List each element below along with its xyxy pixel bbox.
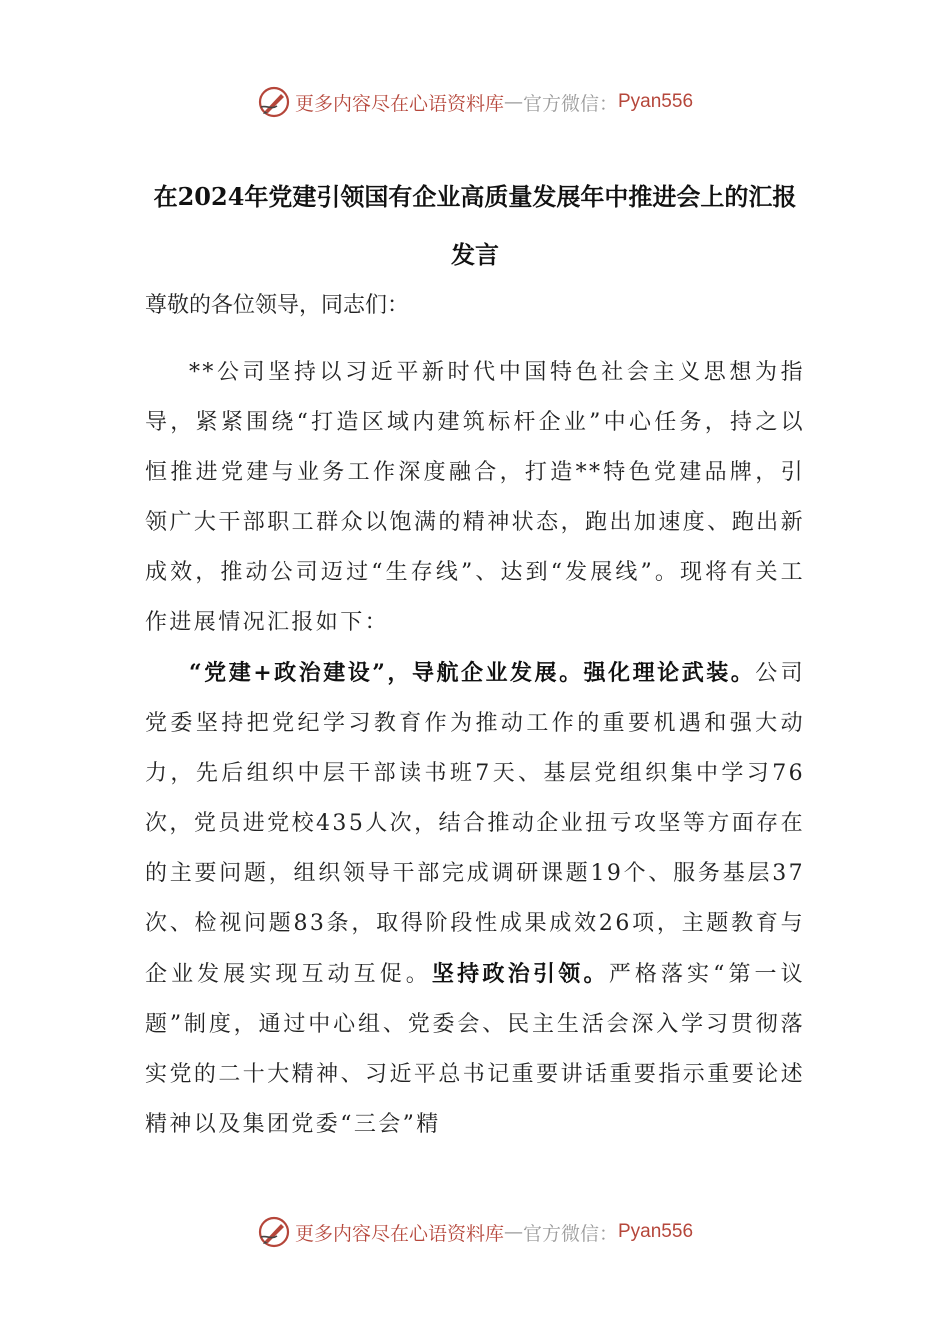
- salutation: 尊敬的各位领导，同志们：: [145, 293, 410, 318]
- pen-logo-icon: [257, 1215, 291, 1249]
- intro-paragraph: **公司坚持以习近平新时代中国特色社会主义思想为指导，紧紧围绕“打造区域内建筑标杆企业”中心任务，持之以恒推进党建与业务工作深度融合，打造**特色党建品牌，引领广大干部职工群众以饱满的精神状态，跑出加速度、跑出新成效，推动公司迈过“生存线”、达到“发展线”。现将有关工作进展情况汇报如下：: [145, 360, 805, 635]
- subsection-text: 公司党委坚持把党纪学习教育作为推动工作的重要机遇和强大动力，先后组织中层干部读书班7天、基层党组织集中学习76次，党员进党校435人次，结合推动企业扭亏攻坚等方面存在的主要问题，组织领导干部完成调研课题19个、服务基层37次、检视问题83条，取得阶段性成果成效26项，主题教育与企业发展实现互动互促。: [145, 661, 805, 987]
- section-heading: “党建+政治建设”，导航企业发展。: [189, 660, 584, 686]
- banner-separator: —: [503, 1221, 523, 1243]
- promo-text: 更多内容尽在心语资料库: [294, 92, 504, 115]
- wechat-handle: Pyan556: [618, 1221, 694, 1242]
- promo-text: 更多内容尽在心语资料库: [294, 1222, 504, 1245]
- footer-banner: [0, 1212, 950, 1252]
- header-banner: [0, 82, 950, 122]
- banner-separator: —: [503, 91, 523, 113]
- subsection-heading: 坚持政治引领。: [431, 961, 609, 987]
- pen-logo-icon: [257, 85, 291, 119]
- channel-label: 官方微信：: [522, 1222, 618, 1245]
- subsection-text: 严格落实“第一议题”制度，通过中心组、党委会、民主生活会深入学习贯彻落实党的二十大精神、习近平总书记重要讲话重要指示重要论述精神以及集团党委“三会”精: [145, 962, 806, 1137]
- document-body: [145, 348, 805, 1150]
- section-paragraph: [145, 648, 805, 1150]
- document-title: 在2024年党建引领国有企业高质量发展年中推进会上的汇报发言: [153, 182, 797, 269]
- wechat-handle: Pyan556: [618, 91, 694, 112]
- subsection-heading: 强化理论武装。: [583, 660, 756, 686]
- channel-label: 官方微信：: [522, 92, 618, 115]
